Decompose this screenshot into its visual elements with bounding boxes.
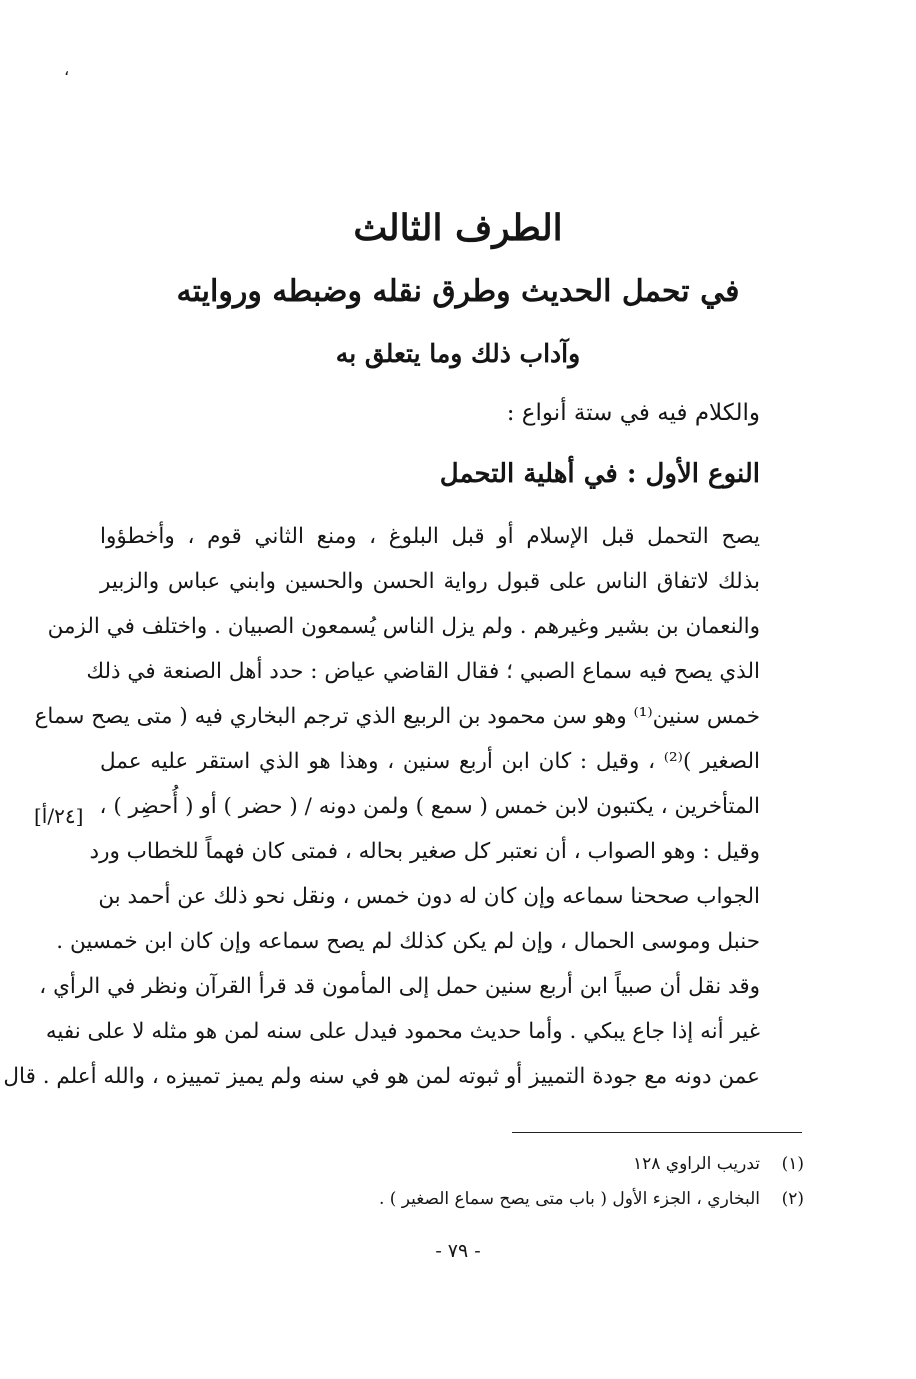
section-heading: النوع الأول : في أهلية التحمل bbox=[439, 459, 760, 489]
footnote-text: البخاري ، الجزء الأول ( باب متى يصح سماع الصغير ) . bbox=[378, 1189, 760, 1209]
chapter-title: الطرف الثالث bbox=[353, 207, 563, 249]
footnote-number: (٢) bbox=[781, 1189, 804, 1209]
footnote-divider bbox=[512, 1132, 802, 1133]
footnote bbox=[379, 1185, 804, 1213]
chapter-subtitle: في تحمل الحديث وطرق نقله وضبطه وروايته bbox=[176, 274, 740, 309]
ink-speck: ، bbox=[64, 60, 70, 79]
page-number: - ٧٩ - bbox=[435, 1240, 481, 1262]
footnote bbox=[633, 1150, 804, 1178]
body-line: المتأخرين ، يكتبون لابن خمس ( سمع ) ولمن دونه / ( حضر ) أو ( أُحضِر ) ، bbox=[99, 794, 760, 819]
manuscript-folio-marker: [٢٤/أ] bbox=[34, 804, 84, 828]
body-line: بذلك لاتفاق الناس على قبول رواية الحسن والحسين وابني عباس والزبير bbox=[100, 569, 760, 594]
body-line: خمس سنين⁽¹⁾ وهو سن محمود بن الربيع الذي ترجم البخاري فيه ( متى يصح سماع bbox=[34, 704, 760, 729]
body-line: حنبل وموسى الحمال ، وإن لم يكن كذلك لم يصح سماعه وإن كان ابن خمسين . bbox=[56, 929, 760, 954]
intro-sentence: والكلام فيه في ستة أنواع : bbox=[506, 400, 760, 426]
body-line: والنعمان بن بشير وغيرهم . ولم يزل الناس يُسمعون الصبيان . واختلف في الزمن bbox=[47, 614, 760, 639]
footnote-text: تدريب الراوي ١٢٨ bbox=[632, 1154, 760, 1174]
body-line: غير أنه إذا جاع يبكي . وأما حديث محمود فيدل على سنه لمن هو مثله لا على نفيه bbox=[45, 1019, 760, 1044]
body-line: وقيل : وهو الصواب ، أن نعتبر كل صغير بحاله ، فمتى كان فهماً للخطاب ورد bbox=[89, 839, 760, 864]
chapter-subtitle-secondary: وآداب ذلك وما يتعلق به bbox=[335, 339, 581, 368]
body-line: وقد نقل أن صبياً ابن أربع سنين حمل إلى المأمون قد قرأ القرآن ونظر في الرأي ، bbox=[39, 974, 760, 999]
body-line: الجواب صححنا سماعه وإن كان له دون خمس ، ونقل نحو ذلك عن أحمد بن bbox=[98, 884, 760, 909]
body-line: عمن دونه مع جودة التمييز أو ثبوته لمن هو في سنه ولم يميز تمييزه ، والله أعلم . قال bbox=[3, 1064, 760, 1089]
body-line: يصح التحمل قبل الإسلام أو قبل البلوغ ، ومنع الثاني قوم ، وأخطؤوا bbox=[100, 524, 760, 549]
footnote-number: (١) bbox=[781, 1154, 804, 1174]
body-line: الصغير )⁽²⁾ ، وقيل : كان ابن أربع سنين ، وهذا هو الذي استقر عليه عمل bbox=[100, 749, 760, 774]
body-line: الذي يصح فيه سماع الصبي ؛ فقال القاضي عياض : حدد أهل الصنعة في ذلك bbox=[86, 659, 760, 684]
